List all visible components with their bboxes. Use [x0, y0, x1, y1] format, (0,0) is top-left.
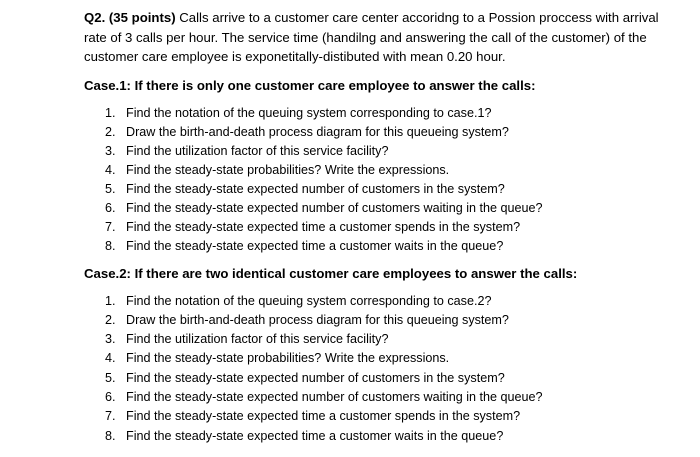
question-paragraph	[84, 8, 660, 67]
list-item	[105, 237, 660, 256]
item-number: 4.	[105, 162, 116, 177]
item-number: 1.	[105, 293, 116, 308]
item-text: Find the steady-state expected time a customer waits in the queue?	[126, 428, 504, 443]
item-text: Find the utilization factor of this service facility?	[126, 332, 389, 347]
list-item	[105, 427, 660, 446]
item-number: 5.	[105, 370, 116, 385]
list-item	[105, 218, 660, 237]
list-item	[105, 292, 660, 311]
item-text: Find the notation of the queuing system corresponding to case.2?	[126, 293, 492, 308]
item-text: Draw the birth-and-death process diagram for this queueing system?	[126, 312, 509, 327]
item-text: Find the steady-state expected number of customers in the system?	[126, 181, 505, 196]
case-1-task-list	[84, 104, 660, 256]
item-text: Find the notation of the queuing system corresponding to case.1?	[126, 105, 492, 120]
item-number: 7.	[105, 219, 116, 234]
case-1-heading: Case.1: If there is only one customer care employee to answer the calls:	[84, 77, 536, 93]
item-number: 3.	[105, 332, 116, 347]
item-number: 3.	[105, 143, 116, 158]
list-item	[105, 142, 660, 161]
item-text: Find the steady-state expected time a customer waits in the queue?	[126, 238, 504, 253]
item-text: Find the steady-state expected time a customer spends in the system?	[126, 219, 521, 234]
list-item	[105, 407, 660, 426]
list-item	[105, 161, 660, 180]
list-item	[105, 369, 660, 388]
item-text: Find the steady-state expected number of customers waiting in the queue?	[126, 389, 543, 404]
case-2-task-list	[84, 292, 660, 446]
item-number: 2.	[105, 124, 116, 139]
item-number: 5.	[105, 181, 116, 196]
item-number: 8.	[105, 428, 116, 443]
list-item	[105, 349, 660, 368]
item-text: Find the steady-state expected number of customers in the system?	[126, 370, 505, 385]
item-number: 4.	[105, 351, 116, 366]
list-item	[105, 199, 660, 218]
item-text: Find the steady-state expected time a customer spends in the system?	[126, 409, 521, 424]
item-number: 7.	[105, 409, 116, 424]
item-text: Find the steady-state probabilities? Write the expressions.	[126, 162, 450, 177]
list-item	[105, 311, 660, 330]
case-2-heading: Case.2: If there are two identical customer care employees to answer the calls:	[84, 265, 578, 281]
item-text: Find the steady-state expected number of customers waiting in the queue?	[126, 200, 543, 215]
list-item	[105, 123, 660, 142]
item-number: 8.	[105, 238, 116, 253]
list-item	[105, 104, 660, 123]
item-number: 1.	[105, 105, 116, 120]
list-item	[105, 388, 660, 407]
question-label: Q2. (35 points)	[84, 10, 176, 25]
item-text: Find the utilization factor of this service facility?	[126, 143, 389, 158]
item-number: 2.	[105, 312, 116, 327]
item-number: 6.	[105, 389, 116, 404]
item-number: 6.	[105, 200, 116, 215]
question-text: Calls arrive to a customer care center accoridng to a Possion proccess with arrival rate of 3 calls per hour. The service time (handilng and answering the call of the customer) of the customer care employee is exponetitally-distibuted with mean 0.20 hour.	[84, 10, 659, 64]
item-text: Draw the birth-and-death process diagram for this queueing system?	[126, 124, 509, 139]
case-2-section	[84, 264, 660, 446]
case-1-section	[84, 76, 660, 256]
list-item	[105, 180, 660, 199]
list-item	[105, 330, 660, 349]
item-text: Find the steady-state probabilities? Write the expressions.	[126, 351, 450, 366]
